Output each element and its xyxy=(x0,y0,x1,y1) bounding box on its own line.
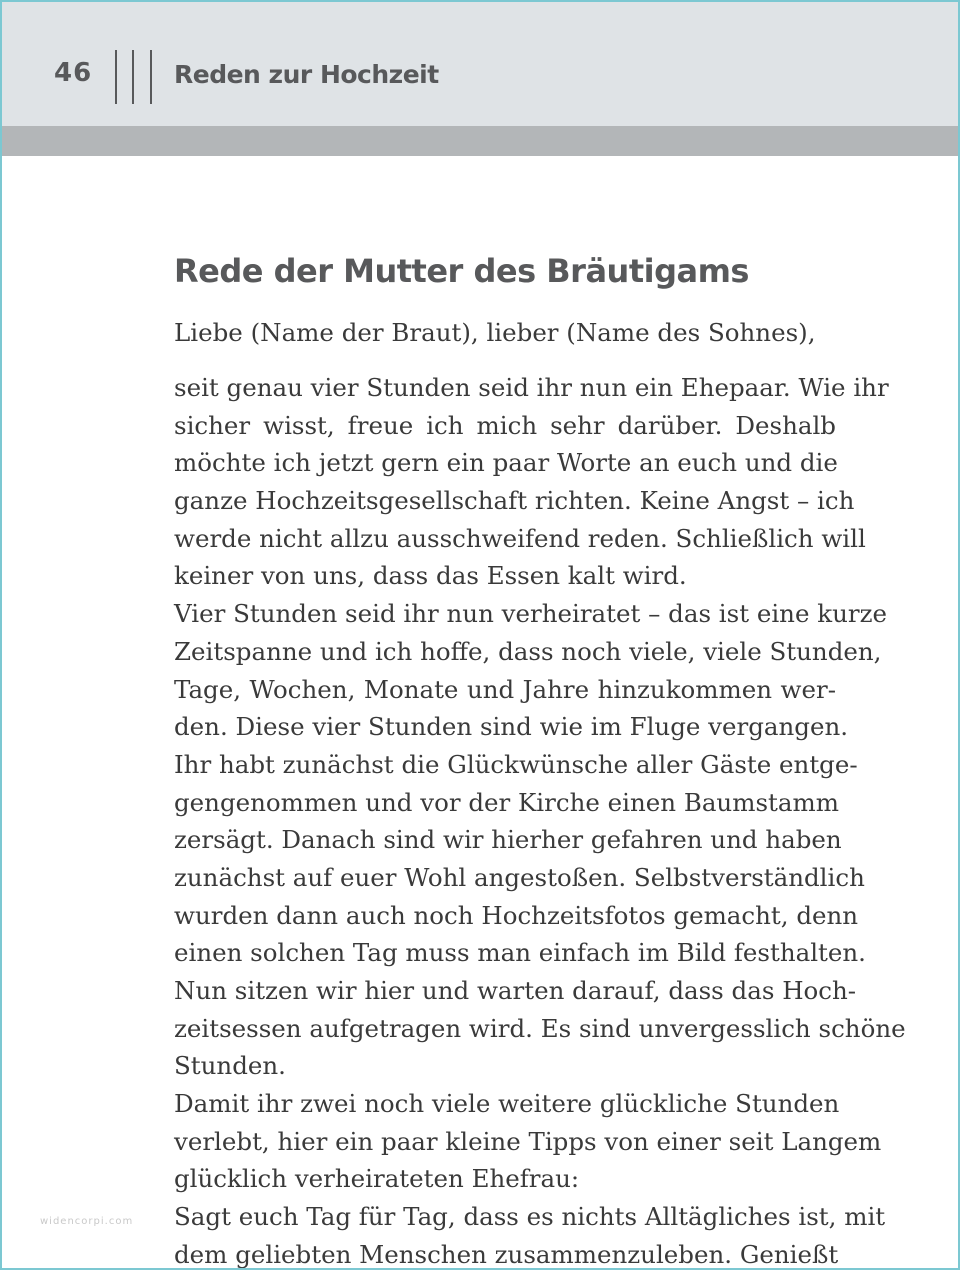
body-line: zunächst auf euer Wohl angestoßen. Selbstverständlich xyxy=(174,862,865,892)
body-line: Vier Stunden seid ihr nun verheiratet – das ist eine kurze xyxy=(174,599,887,629)
header-divider xyxy=(150,50,152,104)
body-line: den. Diese vier Stunden sind wie im Fluge vergangen. xyxy=(174,712,849,742)
running-title: Reden zur Hochzeit xyxy=(174,60,439,89)
watermark: widencorpi.com xyxy=(40,1216,134,1227)
body-line: sicher wisst, freue ich mich sehr darüber. Deshalb xyxy=(174,410,836,440)
body-line: werde nicht allzu ausschweifend reden. Schließlich will xyxy=(174,523,866,553)
body-line: einen solchen Tag muss man einfach im Bild festhalten. xyxy=(174,938,866,968)
body-line: wurden dann auch noch Hochzeitsfotos gemacht, denn xyxy=(174,900,859,930)
body-line: verlebt, hier ein paar kleine Tipps von einer seit Langem xyxy=(174,1126,882,1156)
body-line: Damit ihr zwei noch viele weitere glückliche Stunden xyxy=(174,1089,840,1119)
body-text xyxy=(174,369,906,1270)
body-line: zeitsessen aufgetragen wird. Es sind unvergesslich schöne xyxy=(174,1013,906,1043)
body-line: Nun sitzen wir hier und warten darauf, dass das Hoch- xyxy=(174,976,857,1005)
body-line: ganze Hochzeitsgesellschaft richten. Keine Angst – ich xyxy=(174,486,855,516)
header-divider xyxy=(132,50,134,104)
body-line: Tage, Wochen, Monate und Jahre hinzukommen wer- xyxy=(174,674,836,704)
body-line: möchte ich jetzt gern ein paar Worte an euch und die xyxy=(174,448,838,478)
body-line: Sagt euch Tag für Tag, dass es nichts Alltägliches ist, mit xyxy=(174,1202,886,1232)
body-line: dem geliebten Menschen zusammenzuleben. Genießt xyxy=(174,1239,839,1269)
body-line: gengenommen und vor der Kirche einen Baumstamm xyxy=(174,787,839,817)
body-line: Stunden. xyxy=(174,1051,286,1081)
salutation: Liebe (Name der Braut), lieber (Name des Sohnes), xyxy=(174,318,816,347)
page-number: 46 xyxy=(54,58,93,88)
body-line: glücklich verheirateten Ehefrau: xyxy=(174,1164,580,1194)
body-line: seit genau vier Stunden seid ihr nun ein Ehepaar. Wie ihr xyxy=(174,373,889,402)
body-line: Ihr habt zunächst die Glückwünsche aller Gäste entge- xyxy=(174,749,858,779)
header-divider xyxy=(115,50,117,104)
section-heading: Rede der Mutter des Bräutigams xyxy=(174,252,749,290)
body-line: zersägt. Danach sind wir hierher gefahren und haben xyxy=(174,825,842,855)
body-line: keiner von uns, dass das Essen kalt wird. xyxy=(174,561,687,591)
page-header xyxy=(2,2,958,126)
body-line: Zeitspanne und ich hoffe, dass noch viele, viele Stunden, xyxy=(174,636,882,666)
header-band xyxy=(2,126,958,156)
